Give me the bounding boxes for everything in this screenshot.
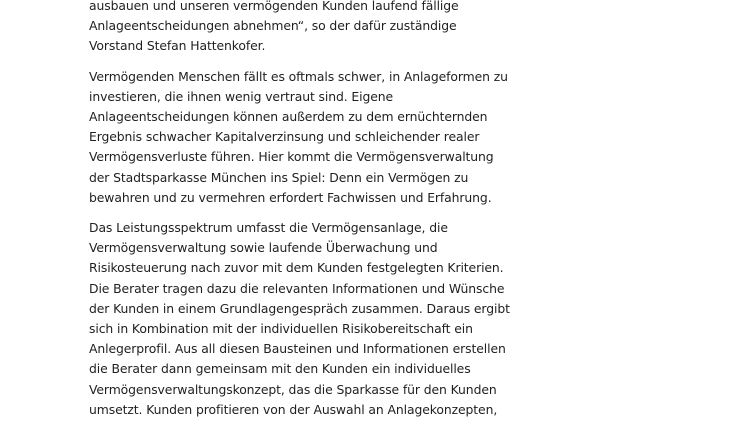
text-line: investieren, die ihnen wenig vertraut sind. Eigene (89, 88, 394, 104)
text-line: Vermögensverwaltung sowie laufende Überwachung und (89, 240, 438, 256)
text-line: Risikosteuerung nach zuvor mit dem Kunden festgelegten Kriterien. (89, 260, 504, 276)
paragraph-services (89, 218, 529, 420)
text-line: die Berater dann gemeinsam mit den Kunden ein individuelles (89, 361, 471, 377)
text-line: sich in Kombination mit der individuellen Risikobereitschaft ein (89, 321, 473, 337)
text-line: der Stadtsparkasse München ins Spiel: Denn ein Vermögen zu (89, 169, 469, 185)
text-line: Das Leistungsspektrum umfasst die Vermögensanlage, die (89, 220, 448, 236)
text-line: Vermögensverwaltungskonzept, das die Sparkasse für den Kunden (89, 381, 497, 397)
text-line: Vermögensverluste führen. Hier kommt die Vermögensverwaltung (89, 149, 494, 165)
text-line: ausbauen und unseren vermögenden Kunden laufend fällige (89, 0, 459, 13)
paragraph-wealthy-clients (89, 67, 529, 208)
text-line: Die Berater tragen dazu die relevanten Informationen und Wünsche (89, 280, 505, 296)
text-line: umsetzt. Kunden profitieren von der Auswahl an Anlagekonzepten, (89, 401, 498, 417)
text-line: Anlageentscheidungen können außerdem zu dem ernüchternden (89, 109, 488, 125)
text-line: Vorstand Stefan Hattenkofer. (89, 38, 266, 54)
paragraph-quote (89, 0, 529, 57)
article-body (89, 0, 529, 430)
text-line: Vermögenden Menschen fällt es oftmals schwer, in Anlageformen zu (89, 68, 508, 84)
text-line: der Kunden in einem Grundlagengespräch zusammen. Daraus ergibt (89, 300, 510, 316)
text-line: Anlageentscheidungen abnehmen“, so der dafür zuständige (89, 18, 457, 34)
text-line: Ergebnis schwacher Kapitalverzinsung und schleichender realer (89, 129, 480, 145)
text-line: bewahren und zu vermehren erfordert Fachwissen und Erfahrung. (89, 189, 492, 205)
text-line: Anlegerprofil. Aus all diesen Bausteinen und Informationen erstellen (89, 341, 506, 357)
